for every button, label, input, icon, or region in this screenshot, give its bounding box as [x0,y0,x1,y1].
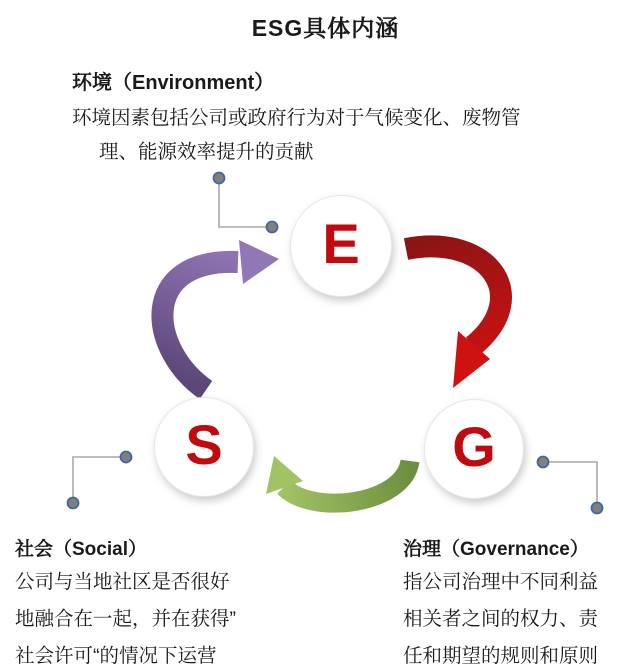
node-letter-s: S [185,413,223,476]
social-description-line-2: 地融合在一起，并在获得” [15,608,236,630]
social-description-line-1: 公司与当地社区是否很好 [15,571,230,593]
social-heading: 社会（Social） [15,539,147,560]
node-circle-governance [424,399,524,499]
environment-description-line-2: 理、能源效率提升的贡献 [99,141,314,163]
node-letter-g: G [452,415,496,478]
environment-heading: 环境（Environment） [72,72,275,94]
environment-description-line-1: 环境因素包括公司或政府行为对于气候变化、废物管 [72,107,521,129]
social-description-line-3: 社会许可“的情况下运营 [15,645,217,667]
connector-dot [214,173,225,184]
governance-description-line-1: 指公司治理中不同利益 [403,571,599,593]
arrow-e-to-g [406,246,501,388]
page-title: ESG具体内涵 [251,15,400,41]
connector-environment [214,173,278,233]
connector-social [68,452,132,509]
governance-heading: 治理（Governance） [403,539,589,560]
connector-governance [538,457,603,514]
governance-description-line-3: 任和期望的规则和原则 [403,645,599,667]
arrow-g-to-s [266,456,410,503]
connector-dot [538,457,549,468]
connector-dot [592,503,603,514]
connector-dot [68,498,79,509]
connector-dot [121,452,132,463]
arrow-s-to-e [162,240,279,390]
node-letter-e: E [322,212,360,275]
governance-description-line-2: 相关者之间的权力、责 [403,608,599,630]
connector-dot [267,222,278,233]
node-circle-social [154,397,254,497]
node-circle-environment [290,195,392,297]
